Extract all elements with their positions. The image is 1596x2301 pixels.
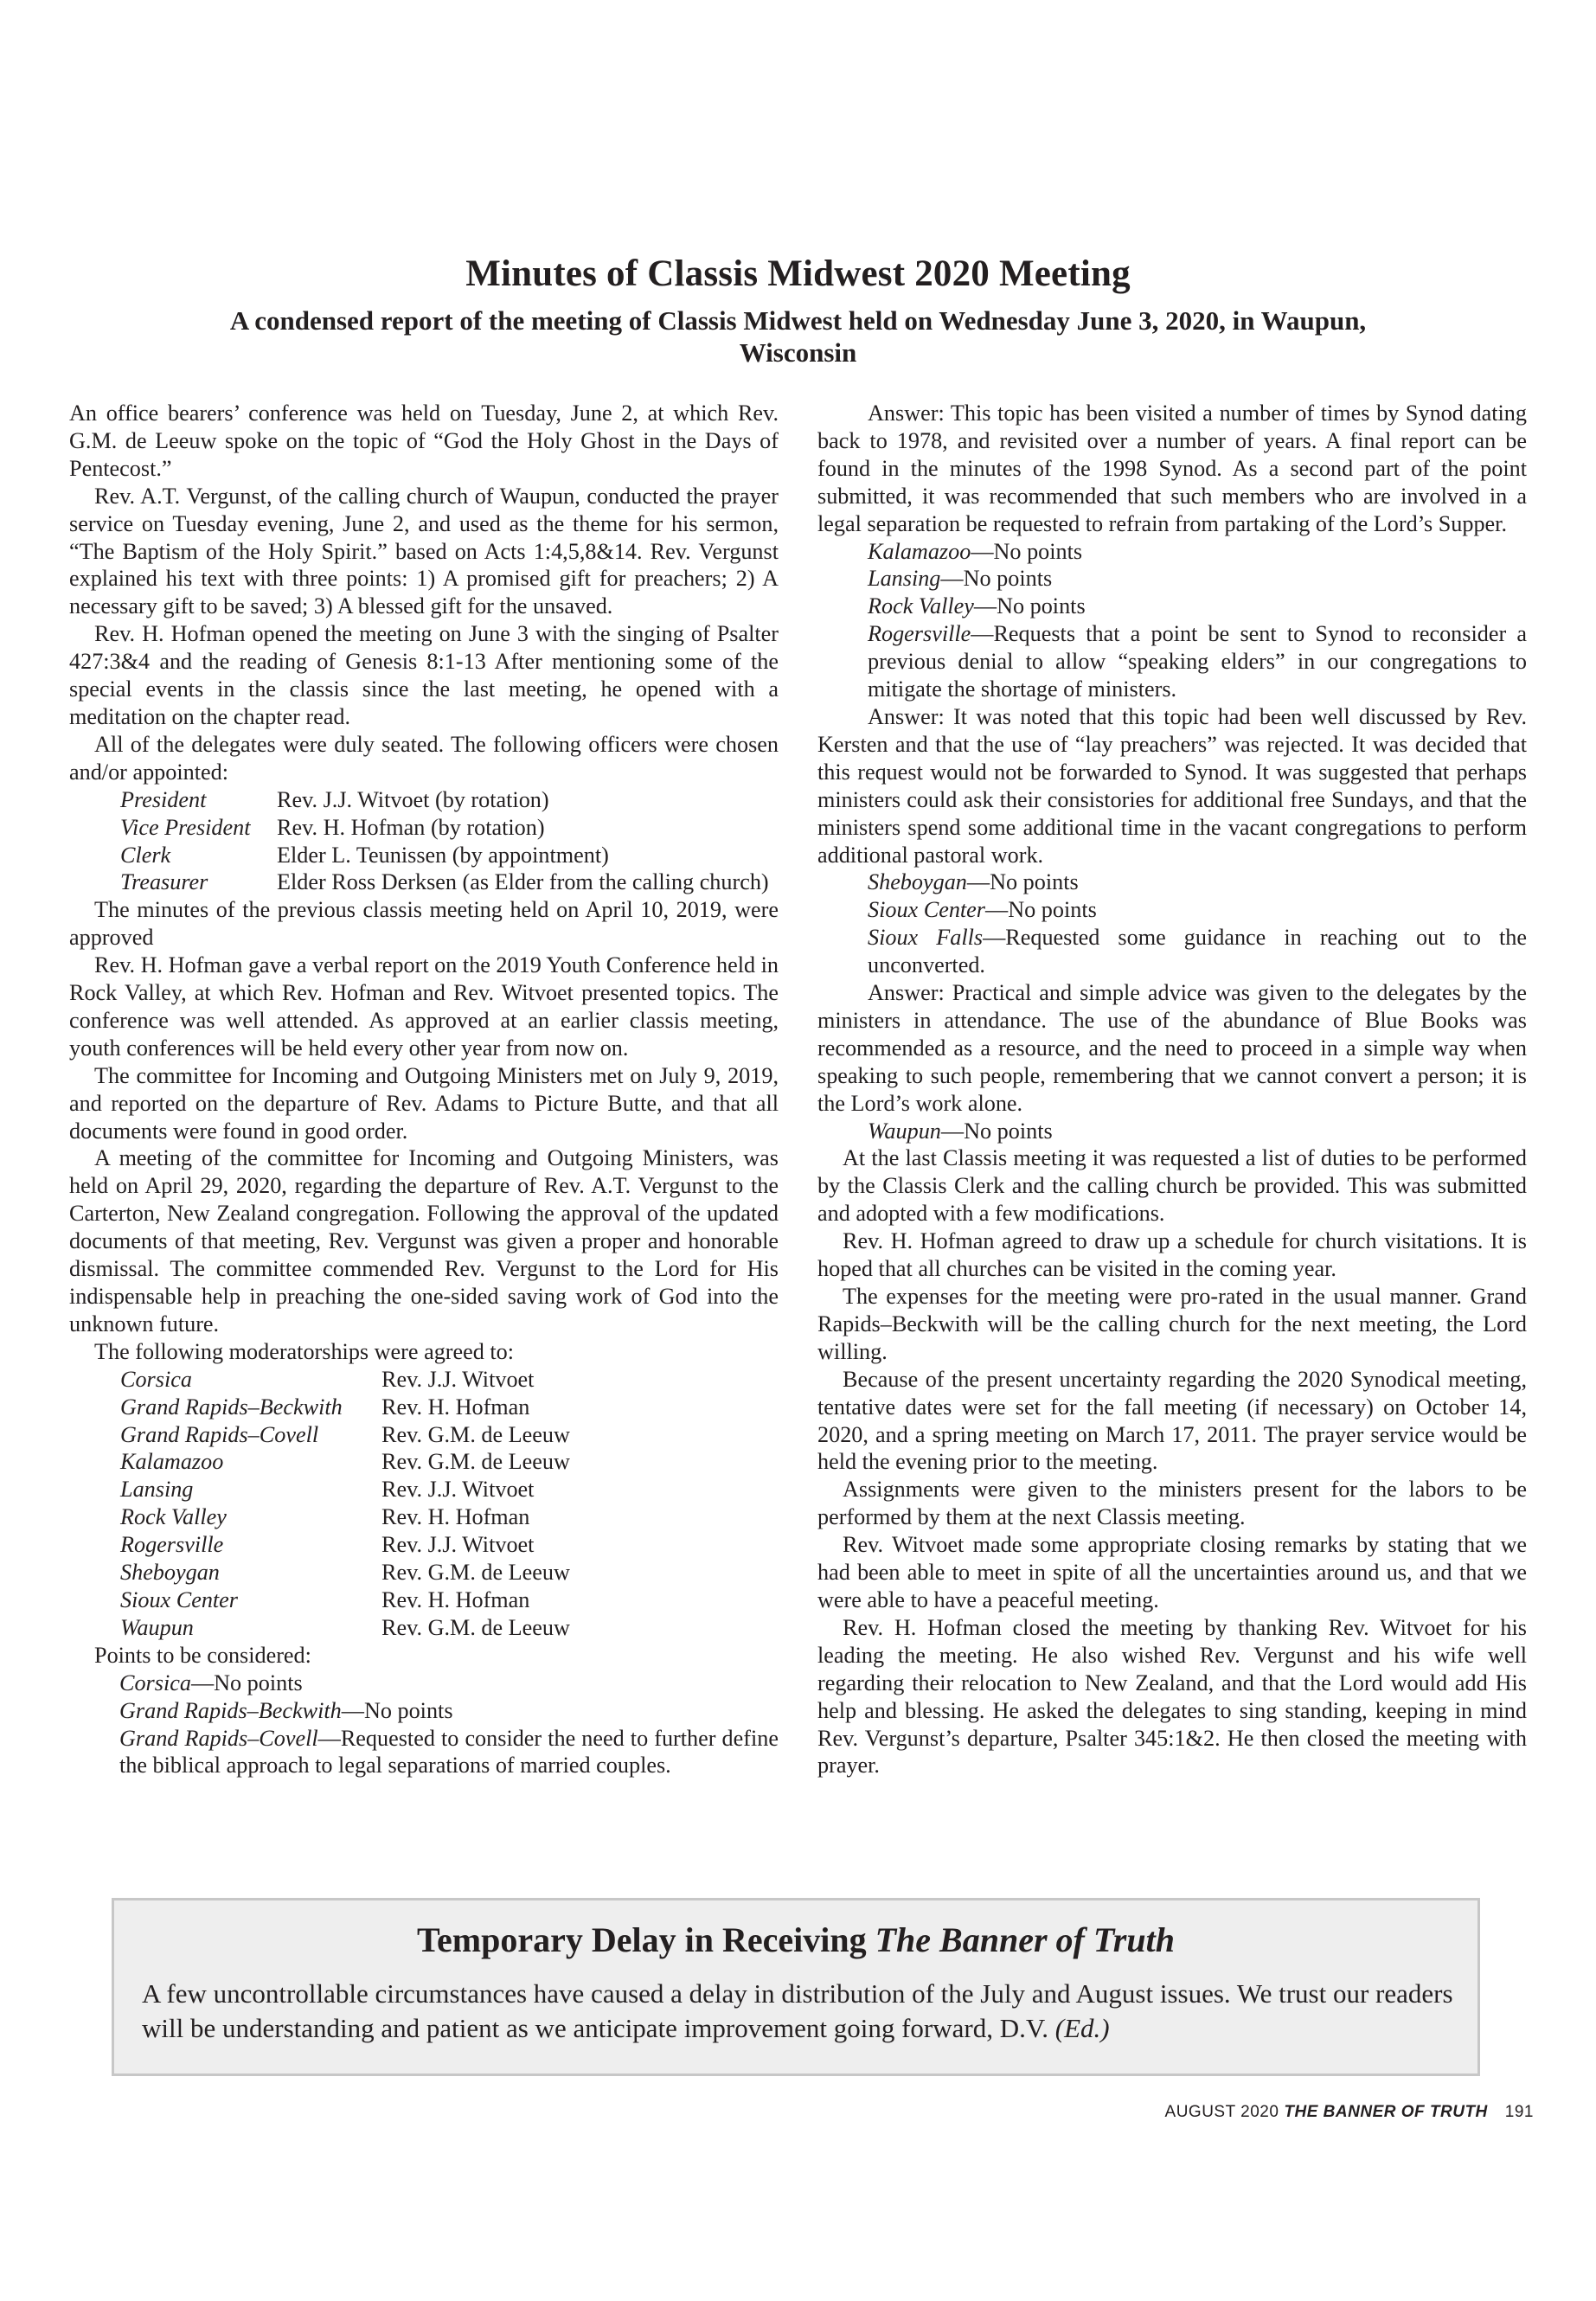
church-name: Rogersville: [120, 1532, 224, 1558]
point-item: [817, 538, 1527, 566]
church-name: Sheboygan: [868, 869, 967, 895]
officer-row: [69, 786, 779, 814]
right-column: [817, 400, 1527, 1779]
paragraph: Points to be considered:: [94, 1642, 311, 1668]
point-text: —No points: [940, 1118, 1053, 1144]
notice-body-editor: (Ed.): [1054, 2013, 1110, 2043]
church-name: Waupun: [868, 1118, 941, 1144]
point-text: —No points: [966, 869, 1079, 895]
paragraph: At the last Classis meeting it was requested a list of duties to be performed by the Classis Clerk and the calling church be provided. This was submitted and adopted with a few modifications.: [817, 1145, 1527, 1227]
paragraph: Rev. H. Hofman closed the meeting by thanking Rev. Witvoet for his leading the meeting. He also wished Rev. Vergunst and his wife well regarding their relocation to New Zealand, and that the Lord would add His help and blessing. He asked the delegates to sing standing, keeping in mind Rev. Vergunst’s departure, Psalter 345:1&2. He then closed the meeting with prayer.: [817, 1614, 1527, 1779]
moderator-name: Rev. J.J. Witvoet: [381, 1532, 535, 1558]
point-text: —Requests that a point be sent to Synod to reconsider a previous denial to allow “speaking elders” in our congregations to mitigate the shortage of ministers.: [868, 621, 1527, 702]
officer-role: Treasurer: [120, 869, 208, 895]
officer-role: Clerk: [120, 842, 171, 868]
church-name: Corsica: [120, 1366, 192, 1392]
point-item: [69, 1697, 779, 1725]
moderator-name: Rev. H. Hofman: [381, 1504, 530, 1530]
page-number: 191: [1504, 2103, 1534, 2121]
point-item: [69, 1670, 779, 1697]
moderator-row: [69, 1448, 779, 1476]
paragraph: Assignments were given to the ministers present for the labors to be performed by them at the next Classis meeting.: [817, 1477, 1527, 1530]
point-item: [817, 924, 1527, 979]
moderator-row: [69, 1503, 779, 1531]
moderator-row: [69, 1614, 779, 1642]
point-item: [817, 565, 1527, 593]
point-item: [817, 896, 1527, 924]
paragraph: The expenses for the meeting were pro-rated in the usual manner. Grand Rapids–Beckwith will be the calling church for the next meeting, the Lord willing.: [817, 1284, 1527, 1364]
moderator-name: Rev. J.J. Witvoet: [381, 1366, 535, 1392]
moderator-name: Rev. G.M. de Leeuw: [381, 1449, 570, 1475]
moderator-row: [69, 1586, 779, 1614]
moderator-row: [69, 1476, 779, 1503]
church-name: Lansing: [868, 566, 941, 592]
point-item: [69, 1725, 779, 1780]
paragraph: Rev. A.T. Vergunst, of the calling church of Waupun, conducted the prayer service on Tuesday evening, June 2, and used as the theme for his sermon, “The Baptism of the Holy Spirit.” based on Acts 1:4,5,8&14. Rev. Vergunst explained his text with three points: 1) A promised gift for preachers; 2) A necessary gift to be saved; 3) A blessed gift for the unsaved.: [69, 483, 779, 619]
footer-magazine: THE BANNER OF TRUTH: [1284, 2103, 1488, 2121]
officer-value: Rev. H. Hofman (by rotation): [277, 814, 545, 840]
moderator-name: Rev. H. Hofman: [381, 1586, 530, 1612]
paragraph: The minutes of the previous classis meeting held on April 10, 2019, were approved: [69, 897, 779, 951]
officer-value: Elder L. Teunissen (by appointment): [277, 842, 609, 868]
point-text: —No points: [973, 593, 1086, 619]
officer-row: [69, 842, 779, 869]
moderator-name: Rev. J.J. Witvoet: [381, 1477, 535, 1503]
point-item: [817, 620, 1527, 703]
point-text: —No points: [341, 1697, 453, 1723]
church-name: Sioux Center: [120, 1586, 239, 1612]
moderator-row: [69, 1531, 779, 1559]
officer-value: Elder Ross Derksen (as Elder from the calling church): [277, 869, 769, 895]
point-item: [817, 593, 1527, 620]
church-name: Sioux Falls: [868, 925, 984, 951]
church-name: Corsica: [119, 1670, 191, 1695]
paragraph: Rev. H. Hofman agreed to draw up a schedule for church visitations. It is hoped that all churches can be visited in the coming year.: [817, 1228, 1527, 1282]
notice-body-text: A few uncontrollable circumstances have caused a delay in distribution of the July and August issues. We trust our readers will be understanding and patient as we anticipate improvement going forward, D.V.: [142, 1978, 1453, 2043]
church-name: Rogersville: [868, 621, 971, 647]
church-name: Lansing: [120, 1477, 194, 1503]
church-name: Sheboygan: [120, 1560, 220, 1586]
moderator-row: [69, 1394, 779, 1421]
point-text: —Requested some guidance in reaching out to the unconverted.: [868, 925, 1527, 978]
officer-row: [69, 868, 779, 896]
answer-paragraph: Answer: Practical and simple advice was given to the delegates by the ministers in attendance. The use of the abundance of Blue Books was recommended as a resource, and the need to proceed in a simple way when speaking to such people, remembering that we cannot convert a person; it is the Lord’s work alone.: [817, 980, 1527, 1116]
moderator-name: Rev. G.M. de Leeuw: [381, 1614, 570, 1640]
moderator-name: Rev. H. Hofman: [381, 1394, 530, 1420]
church-name: Kalamazoo: [868, 538, 971, 564]
officer-role: President: [120, 786, 207, 812]
paragraph: Rev. Witvoet made some appropriate closing remarks by stating that we had been able to meet in spite of all the uncertainties around us, and that we were able to have a peaceful meeting.: [817, 1532, 1527, 1612]
point-text: —No points: [940, 566, 1053, 592]
moderator-name: Rev. G.M. de Leeuw: [381, 1560, 570, 1586]
notice-title-magazine: The Banner of Truth: [875, 1920, 1175, 1959]
moderator-row: [69, 1421, 779, 1449]
paragraph: All of the delegates were duly seated. The following officers were chosen and/or appointed:: [69, 731, 779, 785]
page-title: Minutes of Classis Midwest 2020 Meeting: [465, 253, 1131, 294]
notice-title: [114, 1920, 1477, 1960]
moderator-row: [69, 1366, 779, 1394]
point-text: —No points: [971, 538, 1083, 564]
church-name: Kalamazoo: [120, 1449, 224, 1475]
church-name: Grand Rapids–Beckwith: [119, 1697, 342, 1723]
officer-value: Rev. J.J. Witvoet (by rotation): [277, 786, 549, 812]
officers-list: [69, 786, 779, 897]
paragraph: A meeting of the committee for Incoming and Outgoing Ministers, was held on April 29, 2020, regarding the departure of Rev. A.T. Vergunst to the Carterton, New Zealand congregation. Following the approval of the updated documents of that meeting, Rev. Vergunst was given a proper and honorable dismissal. The committee commended Rev. Vergunst to the Lord for His indispensable help in preaching the one-sided saving work of God into the unknown future.: [69, 1145, 779, 1336]
church-name: Sioux Center: [868, 897, 986, 923]
point-text: —No points: [985, 897, 1097, 923]
church-name: Rock Valley: [120, 1504, 227, 1530]
moderator-row: [69, 1559, 779, 1586]
point-item: [817, 1118, 1527, 1145]
officer-row: [69, 814, 779, 842]
church-name: Grand Rapids–Covell: [120, 1421, 319, 1447]
page-subtitle: A condensed report of the meeting of Classis Midwest held on Wednesday June 3, 2020, in Waupun, Wisconsin: [229, 305, 1367, 368]
point-text: —No points: [190, 1670, 303, 1695]
paragraph: An office bearers’ conference was held on Tuesday, June 2, at which Rev. G.M. de Leeuw spoke on the topic of “God the Holy Ghost in the Days of Pentecost.”: [69, 401, 779, 481]
church-name: Grand Rapids–Beckwith: [120, 1394, 343, 1420]
page-footer: [1165, 2103, 1534, 2122]
answer-paragraph: Answer: It was noted that this topic had been well discussed by Rev. Kersten and that the use of “lay preachers” was rejected. It was decided that this request would not be forwarded to Synod. It was suggested that perhaps ministers could ask their consistories for additional free Sundays, and that the ministers spend some additional time in the vacant congregations to perform additional pastoral work.: [817, 703, 1527, 868]
footer-issue: AUGUST 2020: [1164, 2103, 1279, 2121]
paragraph: Rev. H. Hofman gave a verbal report on the 2019 Youth Conference held in Rock Valley, at which Rev. Hofman and Rev. Witvoet presented topics. The conference was well attended. As approved at an earlier classis meeting, youth conferences will be held every other year from now on.: [69, 952, 779, 1061]
church-name: Rock Valley: [868, 593, 974, 619]
point-text: —Requested to consider the need to further define the biblical approach to legal separations of married couples.: [119, 1725, 779, 1779]
answer-paragraph: Answer: This topic has been visited a number of times by Synod dating back to 1978, and revisited over a number of years. A final report can be found in the minutes of the 1998 Synod. As a second part of the point submitted, it was recommended that such members who are involved in a legal separation be requested to refrain from partaking of the Lord’s Supper.: [817, 401, 1527, 536]
paragraph: The committee for Incoming and Outgoing Ministers met on July 9, 2019, and reported on the departure of Rev. Adams to Picture Butte, and that all documents were found in good order.: [69, 1062, 779, 1144]
notice-title-prefix: Temporary Delay in Receiving: [417, 1920, 875, 1959]
church-name: Grand Rapids–Covell: [119, 1725, 318, 1751]
paragraph: The following moderatorships were agreed to:: [94, 1338, 515, 1364]
point-item: [817, 868, 1527, 896]
moderators-list: [69, 1366, 779, 1642]
moderator-name: Rev. G.M. de Leeuw: [381, 1421, 570, 1447]
officer-role: Vice President: [120, 814, 251, 840]
paragraph: Rev. H. Hofman opened the meeting on June 3 with the singing of Psalter 427:3&4 and the reading of Genesis 8:1-13 After mentioning some of the special events in the classis since the last meeting, he opened with a meditation on the chapter read.: [69, 621, 779, 729]
paragraph: Because of the present uncertainty regarding the 2020 Synodical meeting, tentative dates were set for the fall meeting (if necessary) on October 14, 2020, and a spring meeting on March 17, 2011. The prayer service would be held the evening prior to the meeting.: [817, 1366, 1527, 1475]
notice-body: [142, 1977, 1457, 2046]
left-column: [69, 400, 779, 1779]
church-name: Waupun: [120, 1614, 194, 1640]
notice-box: [112, 1898, 1480, 2076]
